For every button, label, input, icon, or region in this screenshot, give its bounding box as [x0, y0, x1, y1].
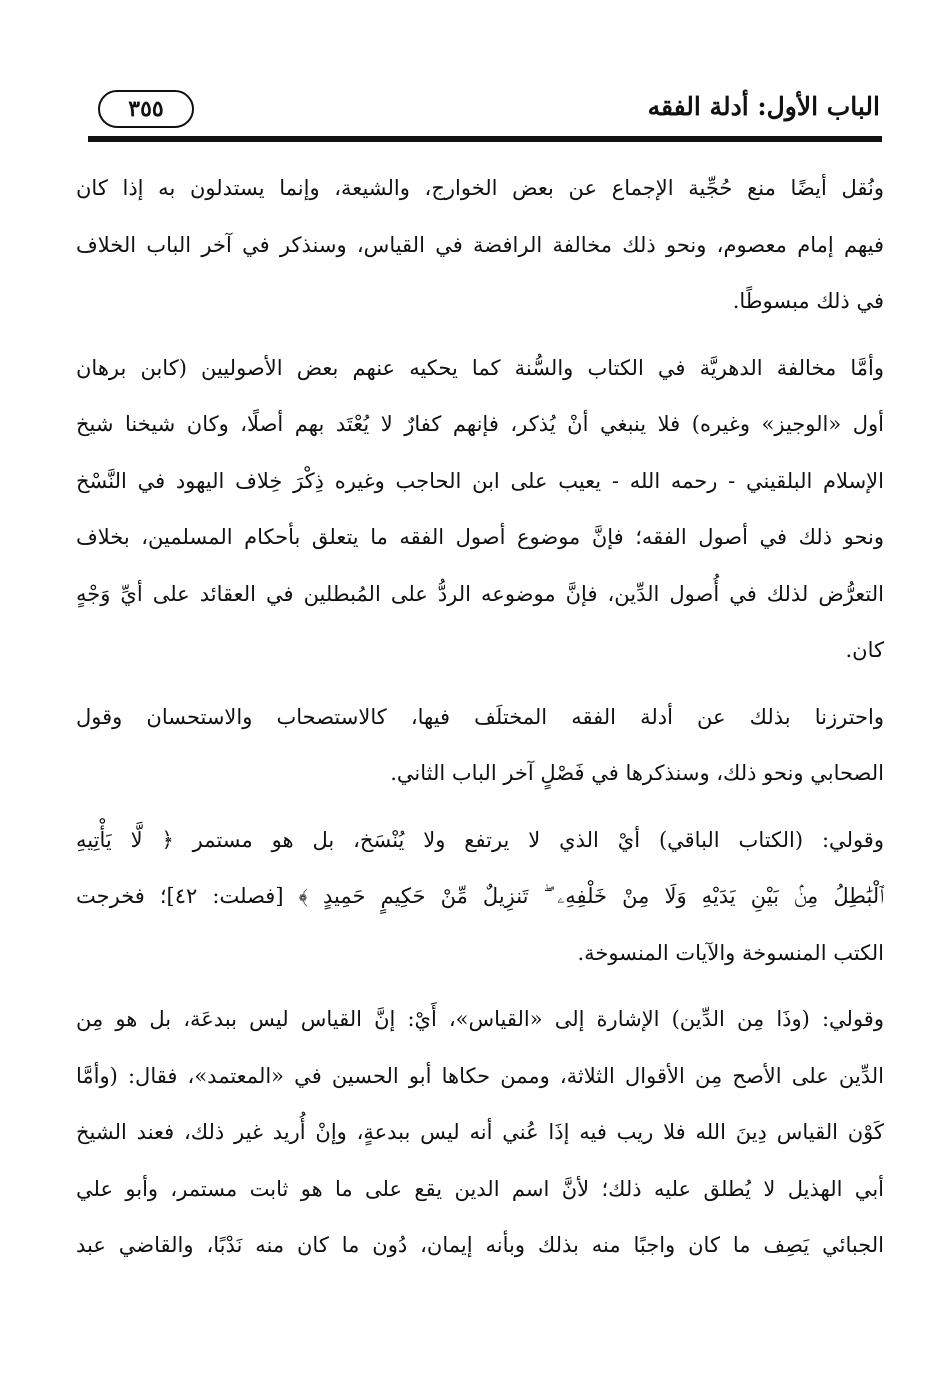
text-line: كان. — [845, 638, 884, 662]
paragraph — [76, 991, 884, 1274]
text-line: ٱلْبَٰطِلُ مِنۢ بَيْنِ يَدَيْهِ وَلَا مِنْ خَلْفِهِۦ ۖ تَنزِيلٌ مِّنْ حَكِيمٍ حَمِيدٍ ﴾ [فصلت: ٤٢]؛ فخرجت — [76, 884, 884, 908]
paragraph — [76, 689, 884, 802]
header-divider — [88, 136, 882, 142]
text-line: كَوْن القياس دِينَ الله فلا ريب فيه إذَا عُني أنه ليس ببدعةٍ، وإنْ أُريد غير ذلك، فعند الشيخ — [76, 1120, 884, 1144]
text-line: وقولي: (وذَا مِن الدِّين) الإشارة إلى «القياس»، أَيْ: إنَّ القياس ليس ببدعَة، بل هو مِن — [76, 1007, 884, 1031]
text-line: في ذلك مبسوطًا. — [732, 289, 884, 313]
paragraph — [76, 812, 884, 982]
text-line: واحترزنا بذلك عن أدلة الفقه المختلَف فيها، كالاستصحاب والاستحسان وقول — [76, 704, 884, 729]
running-title: الباب الأول: أدلة الفقه — [647, 92, 880, 121]
page-header — [88, 88, 880, 136]
page-number-frame — [98, 90, 194, 128]
page-number: ٣٥٥ — [128, 96, 164, 122]
text-line: ونحو ذلك في أصول الفقه؛ فإنَّ موضوع أصول الفقه ما يتعلق بأحكام المسلمين، بخلاف — [76, 525, 884, 549]
text-line: الجبائي يَصِف ما كان واجبًا منه بذلك وبأنه إيمان، دُون ما كان منه نَدْبًا، والقاضي عبد — [76, 1233, 884, 1257]
paragraph — [76, 160, 884, 330]
text-line: فيهم إمام معصوم، ونحو ذلك مخالفة الرافضة في القياس، وسنذكر في آخر الباب الخلاف — [76, 232, 884, 257]
text-line: الكتب المنسوخة والآيات المنسوخة. — [577, 940, 884, 965]
text-line: وأمَّا مخالفة الدهريَّة في الكتاب والسُّنة كما يحكيه عنهم بعض الأصوليين (كابن برهان — [76, 355, 884, 380]
text-line: أبي الهذيل لا يُطلق عليه ذلك؛ لأنَّ اسم الدين يقع على ما هو ثابت مستمر، وأبو علي — [76, 1176, 884, 1201]
paragraph — [76, 340, 884, 679]
text-line: التعرُّض لذلك في أُصول الدِّين، فإنَّ موضوعه الردُّ على المُبطلين في العقائد على أيِّ وَجْهٍ — [76, 581, 884, 606]
text-line: الصحابي ونحو ذلك، وسنذكرها في فَصْلٍ آخر الباب الثاني. — [390, 761, 884, 785]
text-line: الإسلام البلقيني - رحمه الله - يعيب على ابن الحاجب وغيره ذِكْرَ خِلاف اليهود في النَّسْخ — [76, 468, 884, 493]
body-text — [76, 160, 884, 1284]
text-line: أول «الوجيز» وغيره) فلا ينبغي أنْ يُذكر، فإنهم كفارٌ لا يُعْتَد بهم أصلًا، وكان شيخنا شيخ — [76, 412, 884, 436]
text-line: وقولي: (الكتاب الباقي) أيْ الذي لا يرتفع ولا يُنْسَخ، بل هو مستمر ﴿ لَّا يَأْتِيهِ — [76, 827, 884, 852]
text-line: ونُقل أيضًا منع حُجِّية الإجماع عن بعض الخوارج، والشيعة، وإنما يستدلون به إذا كان — [76, 176, 884, 200]
text-line: الدِّين على الأصح مِن الأقوال الثلاثة، وممن حكاها أبو الحسين في «المعتمد»، فقال: (وأمَّا — [76, 1063, 884, 1088]
